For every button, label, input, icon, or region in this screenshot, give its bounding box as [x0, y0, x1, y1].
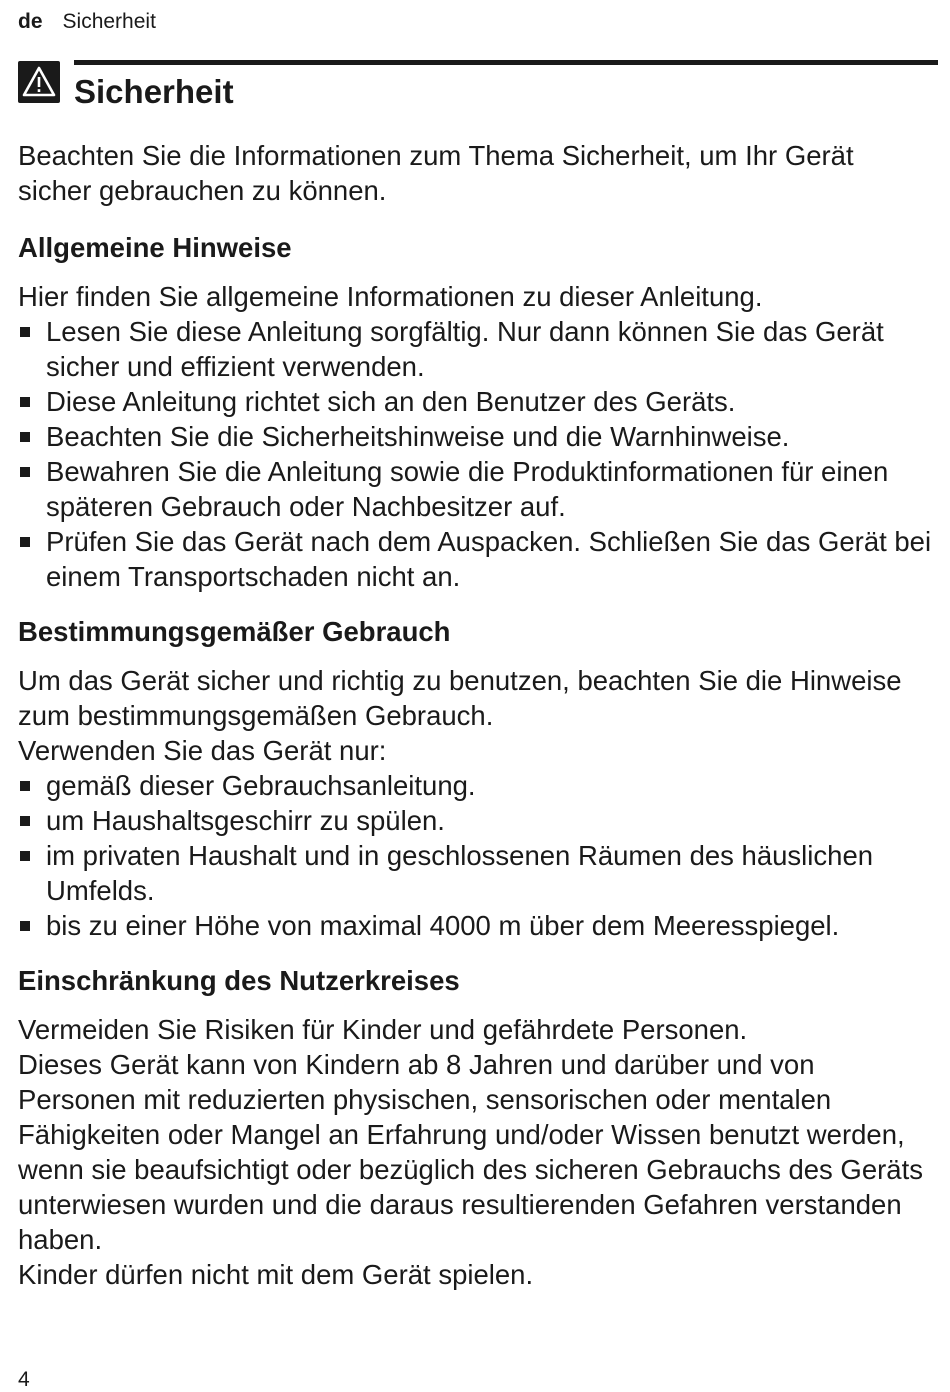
intro-paragraph: Beachten Sie die Informationen zum Thema Sicherheit, um Ihr Gerät sicher gebrauchen zu können. — [18, 140, 854, 206]
section-lead: Um das Gerät sicher und richtig zu benutzen, beachten Sie die Hinweise zum bestimmungsgemäßen Gebrauch. — [18, 665, 902, 731]
page-title: Sicherheit — [74, 73, 234, 110]
section-general-notes — [18, 230, 933, 594]
square-bullet-icon — [20, 537, 30, 547]
square-bullet-icon — [20, 327, 30, 337]
square-bullet-icon — [20, 781, 30, 791]
list-item: Prüfen Sie das Gerät nach dem Auspacken. Schließen Sie das Gerät bei einem Transportschaden nicht an. — [18, 524, 933, 594]
page-number: 4 — [18, 1368, 30, 1391]
section-lead: Vermeiden Sie Risiken für Kinder und gefährdete Personen. — [18, 1014, 748, 1045]
list-item: gemäß dieser Gebrauchsanleitung. — [18, 768, 933, 803]
square-bullet-icon — [20, 921, 30, 931]
running-header — [18, 8, 156, 36]
list-item: Diese Anleitung richtet sich an den Benutzer des Geräts. — [18, 384, 933, 419]
square-bullet-icon — [20, 467, 30, 477]
list-item: um Haushaltsgeschirr zu spülen. — [18, 803, 933, 838]
section-lead: Kinder dürfen nicht mit dem Gerät spielen. — [18, 1259, 534, 1290]
square-bullet-icon — [20, 851, 30, 861]
running-header-section: Sicherheit — [62, 10, 156, 33]
section-lead: Hier finden Sie allgemeine Informationen zu dieser Anleitung. — [18, 281, 763, 312]
list-item: Beachten Sie die Sicherheitshinweise und die Warnhinweise. — [18, 419, 933, 454]
square-bullet-icon — [20, 432, 30, 442]
bullet-list — [18, 314, 933, 594]
list-item: Lesen Sie diese Anleitung sorgfältig. Nur dann können Sie das Gerät sicher und effizient verwenden. — [18, 314, 933, 384]
square-bullet-icon — [20, 397, 30, 407]
list-item: im privaten Haushalt und in geschlossenen Räumen des häuslichen Umfelds. — [18, 838, 933, 908]
bullet-list — [18, 768, 933, 943]
square-bullet-icon — [20, 816, 30, 826]
section-heading: Bestimmungsgemäßer Gebrauch — [18, 616, 451, 647]
section-user-restriction — [18, 963, 933, 1292]
title-rule — [74, 60, 938, 65]
list-item: Bewahren Sie die Anleitung sowie die Produktinformationen für einen späteren Gebrauch oder Nachbesitzer auf. — [18, 454, 933, 524]
section-heading: Allgemeine Hinweise — [18, 232, 292, 263]
section-lead: Dieses Gerät kann von Kindern ab 8 Jahren und darüber und von Personen mit reduzierten physischen, sensorischen oder mentalen Fähigkeiten oder Mangel an Erfahrung und/oder Wissen benutzt werden, wenn sie beaufsichtigt oder bezüglich des sicheren Gebrauchs des Geräts unterwiesen wurden und die daraus resultierenden Gefahren verstanden haben. — [18, 1049, 923, 1255]
section-intended-use — [18, 614, 933, 943]
section-lead: Verwenden Sie das Gerät nur: — [18, 735, 387, 766]
section-heading: Einschränkung des Nutzerkreises — [18, 965, 460, 996]
page-content — [18, 138, 933, 1312]
warning-triangle-icon — [18, 61, 60, 103]
language-code: de — [18, 10, 43, 33]
list-item: bis zu einer Höhe von maximal 4000 m über dem Meeresspiegel. — [18, 908, 933, 943]
